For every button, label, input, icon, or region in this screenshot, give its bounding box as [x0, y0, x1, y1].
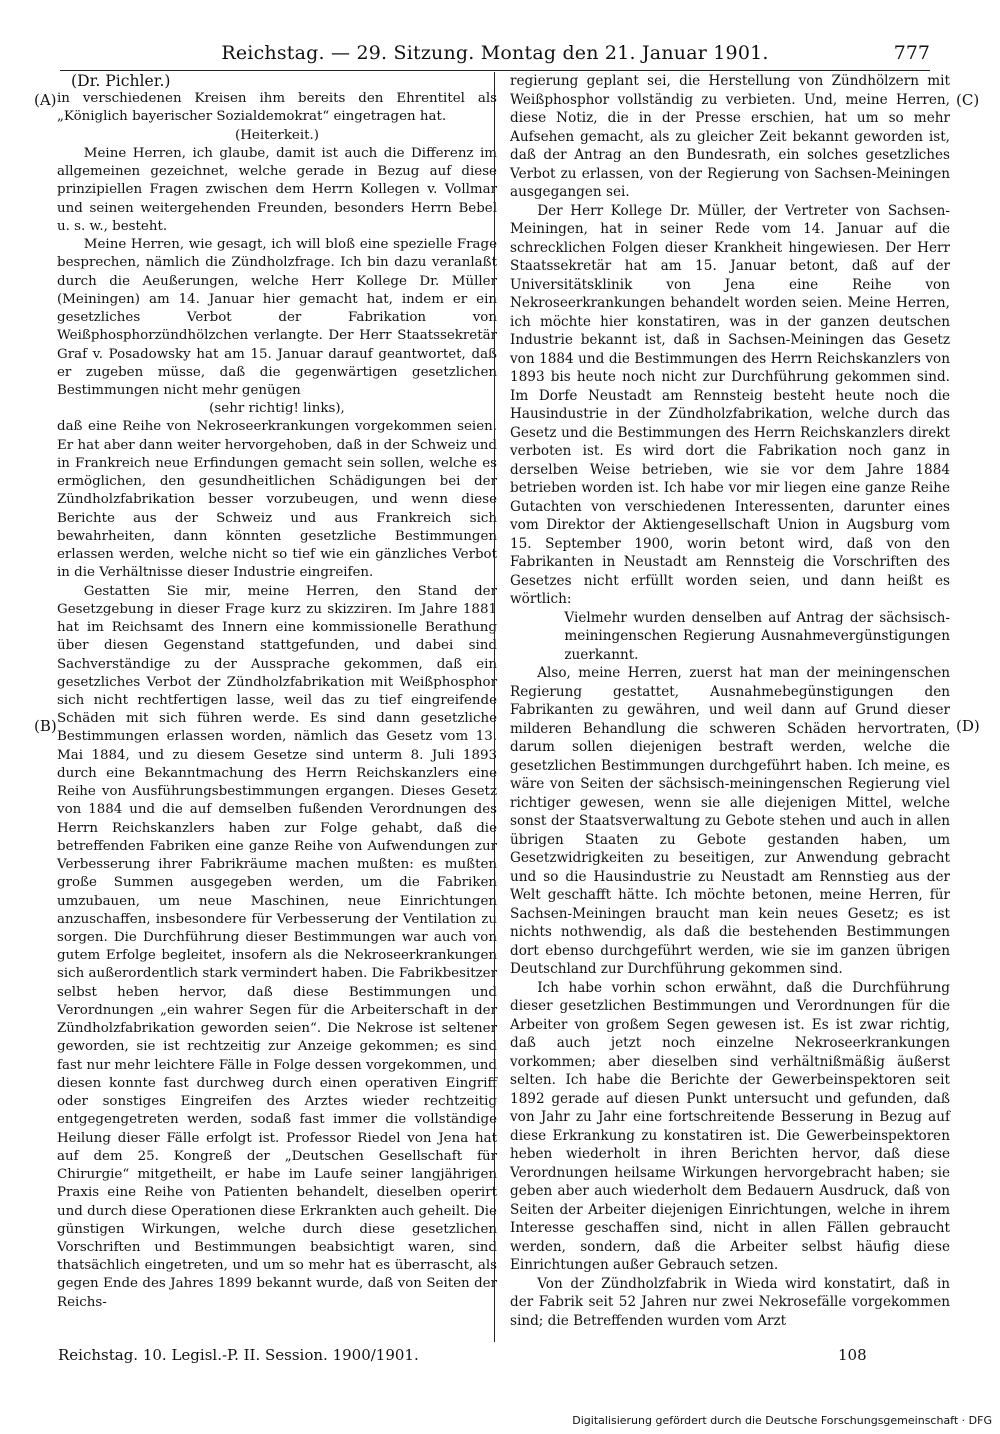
header-title: Reichstag. — 29. Sitzung. Montag den 21. Januar 1901. — [221, 42, 769, 64]
paragraph: Von der Zündholzfabrik in Wieda wird konstatirt, daß in der Fabrik seit 52 Jahren nur zwei Nekrosefälle vorgekommen sind; die Betreffenden wurden vom Arzt — [510, 1275, 950, 1329]
page-number: 777 — [893, 42, 930, 64]
paragraph: Meine Herren, ich glaube, damit ist auch die Differenz im allgemeinen gezeichnet, welche gerade in Bezug auf diese prinzipiellen Fragen zwischen dem Herrn Kollegen v. Vollmar und seinen weitergehenden Freunden, besonders Herrn Bebel u. s. w., besteht. — [57, 145, 497, 234]
footer-session: Reichstag. 10. Legisl.-P. II. Session. 1900/1901. — [58, 1346, 419, 1364]
margin-marker-d: (D) — [956, 717, 980, 735]
margin-marker-c: (C) — [956, 91, 980, 109]
paragraph: Der Herr Kollege Dr. Müller, der Vertreter von Sachsen-Meiningen, hat in seiner Rede vom 14. Januar auf die schrecklichen Folgen dieser Krankheit hingewiesen. Der Herr Staatssekretär hat am 15. Januar betont, daß auf der Universitätsklinik von Jena eine Reihe von Nekroseerkrankungen behandelt worden seien. Meine Herren, ich möchte hier konstatiren, was in der ganzen deutschen Industrie bekannt ist, daß in Sachsen-Meiningen das Gesetz von 1884 und die Bestimmungen des Herrn Reichskanzlers von 1893 bis heute noch nicht zur Durchführung gekommen sind. Im Dorfe Neustadt am Rennsteig besteht heute noch die Hausindustrie in der Zündholzfabrikation, welche durch das Gesetz und die Bestimmungen des Herrn Reichskanzlers direkt verboten ist. Es wird dort die Fabrikation noch ganz in derselben Weise betrieben, wie sie vor dem Jahre 1884 betrieben worden ist. Ich habe vor mir liegen eine ganze Reihe Gutachten von verschiedenen Interessenten, darunter eines vom Direktor der Aktiengesellschaft Union in Augsburg vom 15. September 1900, worin betont wird, daß von den Fabrikanten in Neustadt am Rennsteig die Vorschriften des Gesetzes nicht erfüllt worden seien, und dann heißt es wörtlich: — [510, 202, 950, 607]
page-header — [60, 40, 930, 71]
margin-marker-a: (A) — [34, 91, 57, 109]
paragraph: Meine Herren, wie gesagt, ich will bloß eine spezielle Frage besprechen, nämlich die Zündholzfrage. Ich bin dazu veranlaßt durch die Aeußerungen, welche Herr Kollege Dr. Müller (Meiningen) am 14. Januar hier gemacht hat, indem er ein gesetzliches Verbot der Fabrikation von Weißphosphorzündhölzchen verlangte. Der Herr Staatssekretär Graf v. Posadowsky hat am 15. Januar darauf geantwortet, daß er zugeben müsse, daß die gegenwärtigen gesetzlichen Bestimmungen nicht mehr genügen — [57, 237, 497, 398]
block-quote: Vielmehr wurden denselben auf Antrag der sächsisch-meiningenschen Regierung Ausnahmevergünstigungen zuerkannt. — [564, 609, 950, 663]
column-divider — [494, 72, 495, 1342]
margin-marker-b: (B) — [34, 717, 57, 735]
digitization-credit: Digitalisierung gefördert durch die Deutsche Forschungsgemeinschaft · DFG — [572, 1414, 992, 1427]
footer-sheet-number: 108 — [838, 1346, 867, 1364]
paragraph: in verschiedenen Kreisen ihm bereits den Ehrentitel als „Königlich bayerischer Sozialdemokrat“ eingetragen hat. — [57, 91, 497, 125]
paragraph: Also, meine Herren, zuerst hat man der meiningenschen Regierung gestattet, Ausnahmebegünstigungen den Fabrikanten zu gewähren, und weil dann auf Grund dieser milderen Behandlung die schweren Schäden hervortraten, darum sollen diejenigen bestraft werden, welche die gesetzlichen Bestimmungen durchgeführt haben. Ich meine, es wäre von Seiten der sächsisch-meiningenschen Regierung viel richtiger gewesen, wenn sie alle diejenigen Mittel, welche sonst der Staatsverwaltung zu Gebote stehen und auch in allen übrigen Staaten zu Gebote gestanden haben, um Gesetzwidrigkeiten zu beseitigen, zur Anwendung gebracht und so die Hausindustrie zu Neustadt am Rennstieg aus der Welt geschafft hätte. Ich möchte betonen, meine Herren, für Sachsen-Meiningen braucht man kein neues Gesetz; es ist nichts nothwendig, als daß die bestehenden Bestimmungen dort ebenso durchgeführt werden, wie sie im ganzen übrigen Deutschland zur Durchführung gekommen sind. — [510, 665, 950, 977]
paragraph: Gestatten Sie mir, meine Herren, den Stand der Gesetzgebung in dieser Frage kurz zu skizziren. Im Jahre 1881 hat im Reichsamt des Innern eine kommissionelle Berathung über diesen Gegenstand stattgefunden, und dabei sind Sachverständige zu der Aussprache gekommen, daß ein gesetzliches Verbot der Zündholzfabrikation mit Weißphosphor sich nicht rechtfertigen lasse, weil das zu tief eingreifende Schäden mit sich führen werde. Es sind dann gesetzliche Bestimmungen erlassen worden, nämlich das Gesetz vom 13. Mai 1884, und zu diesem Gesetze sind unterm 8. Juli 1893 durch eine Bekanntmachung des Herrn Reichskanzlers eine Reihe von Ausführungsbestimmungen ergangen. Dieses Gesetz von 1884 und die auf demselben fußenden Verordnungen des Herrn Reichskanzlers haben zur Folge gehabt, daß die betreffenden Fabriken eine ganze Reihe von Aufwendungen zur Verbesserung ihrer Fabrikräume machen mußten: es mußten große Summen ausgegeben werden, um die Fabriken umzubauen, um neue Maschinen, neue Einrichtungen anzuschaffen, insbesondere für Verbesserung der Ventilation zu sorgen. Die Durchführung dieser Bestimmungen war auch von gutem Erfolge begleitet, insofern als die Nekroseerkrankungen sich außerordentlich stark vermindert haben. Die Fabrikbesitzer selbst heben hervor, daß diese Bestimmungen und Verordnungen „ein wahrer Segen für die Arbeiterschaft in der Zündholzfabrikation geworden seien“. Die Nekrose ist seltener geworden, sie ist rechtzeitig zur Anzeige gekommen; es sind fast nur mehr leichtere Fälle in Folge dessen vorgekommen, und diesen konnte fast durchweg durch einen operativen Eingriff oder sonstiges Eingreifen des Arztes wieder rechtzeitig entgegengetreten werden, sodaß fast immer die vollständige Heilung dieser Fälle erfolgt ist. Professor Riedel von Jena hat auf dem 25. Kongreß der „Deutschen Gesellschaft für Chirurgie“ mitgetheilt, er habe im Laufe seiner langjährigen Praxis eine Reihe von Patienten behandelt, dieselben operirt und durch diese Operationen diese Erkrankten auch geheilt. Die günstigen Wirkungen, welche durch diese gesetzlichen Vorschriften und Bestimmungen beabsichtigt waren, sind thatsächlich eingetreten, und um so mehr hat es überrascht, als gegen Ende des Jahres 1899 bekannt wurde, daß von Seiten der Reichs- — [57, 583, 497, 1310]
paragraph: daß eine Reihe von Nekroseerkrankungen vorgekommen seien. Er hat aber dann weiter hervorgehoben, daß in der Schweiz und in Frankreich neue Erfindungen gemacht sein sollen, welche es ermöglichen, den gesundheitlichen Schädigungen bei der Zündholzfabrikation besser vorzubeugen, und wenn diese Berichte aus der Schweiz und aus Frankreich sich bewahrheiten, dann könnten gesetzliche Bestimmungen erlassen werden, welche nicht so tief wie ein gänzliches Verbot in die Verhältnisse dieser Industrie eingreifen. — [57, 419, 497, 581]
left-column — [57, 72, 497, 1312]
speaker-label: (Dr. Pichler.) — [71, 72, 171, 90]
right-column — [510, 72, 950, 1330]
interjection: (sehr richtig! links), — [209, 401, 345, 417]
interjection: (Heiterkeit.) — [235, 127, 319, 143]
paragraph: regierung geplant sei, die Herstellung von Zündhölzern mit Weißphosphor vollständig zu verbieten. Und, meine Herren, diese Notiz, die in der Presse erschien, hat um so mehr Aufsehen gemacht, als zu gleicher Zeit bekannt geworden ist, daß der Antrag an den Bundesrath, ein solches gesetzliches Verbot zu erlassen, von der Regierung von Sachsen-Meiningen ausgegangen sei. — [510, 73, 950, 200]
paragraph: Ich habe vorhin schon erwähnt, daß die Durchführung dieser gesetzlichen Bestimmungen und Verordnungen für die Arbeiter von großem Segen gewesen ist. Es ist zwar richtig, daß auch jetzt noch einzelne Nekroseerkrankungen vorkommen; aber dieselben sind verhältnißmäßig äußerst selten. Ich habe die Berichte der Gewerbeinspektoren seit 1892 gerade auf diesen Punkt untersucht und gefunden, daß von Jahr zu Jahr eine fortschreitende Besserung in Bezug auf diese Erkrankung zu konstatiren ist. Die Gewerbeinspektoren heben wiederholt in ihren Berichten hervor, daß diese Verordnungen heilsame Wirkungen hervorgebracht haben; sie geben aber auch wiederholt dem Bedauern Ausdruck, daß von Seiten der Arbeiter diejenigen Einrichtungen, welche in ihrem Interesse geschaffen sind, nicht in allen Fällen gebraucht werden, sondern, daß die Arbeiter selbst häufig diese Einrichtungen außer Gebrauch setzen. — [510, 979, 950, 1273]
